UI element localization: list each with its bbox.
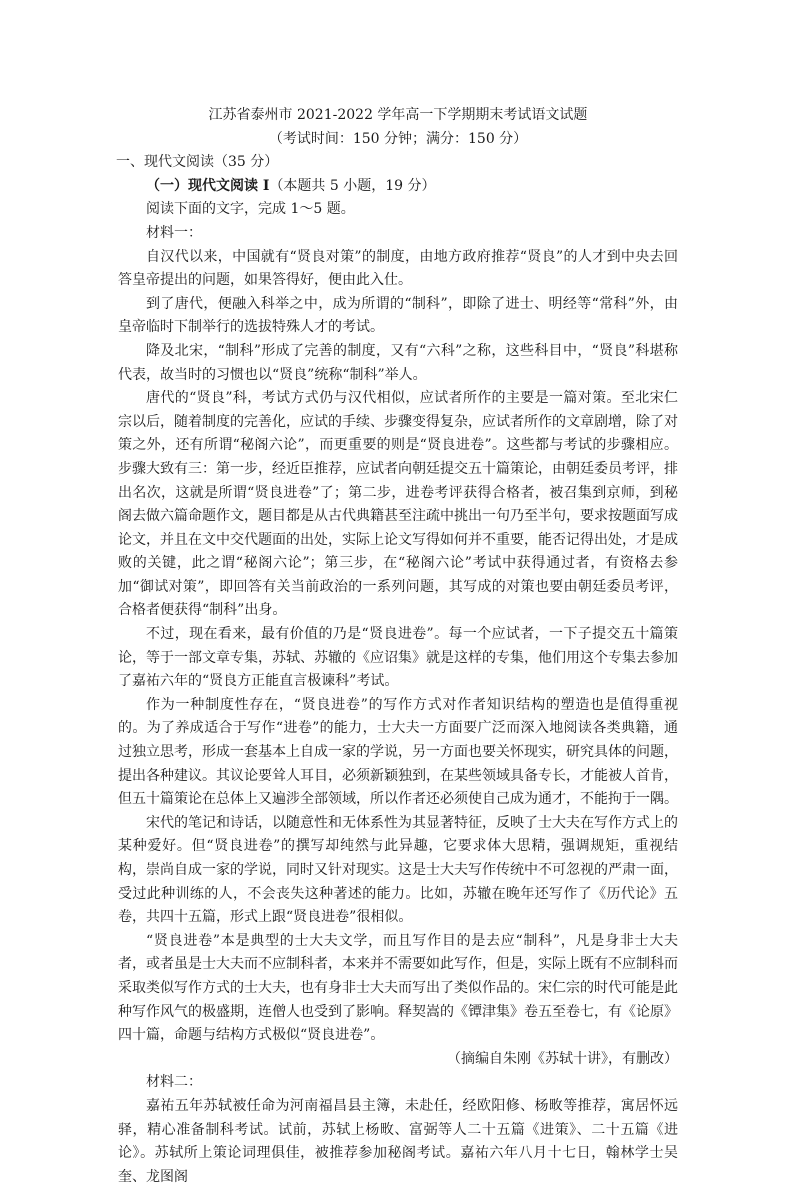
section-heading: 一、现代文阅读（35 分） (116, 154, 279, 171)
material-1-body (118, 246, 678, 1048)
material-2-body (118, 1095, 678, 1189)
subsection-note: （本题共 5 小题，19 分） (269, 177, 436, 194)
material-1-label: 材料一： (146, 224, 202, 241)
exam-info: （考试时间：150 分钟；满分：150 分） (268, 130, 528, 147)
material-2-label: 材料二： (146, 1074, 202, 1091)
subsection-heading (118, 175, 678, 199)
document-title: 江苏省泰州市 2021-2022 学年高一下学期期末考试语文试题 (208, 107, 588, 123)
paragraph: 不过，现在看来，最有价值的乃是“贤良进卷”。每一个应试者，一下子提交五十篇策论，等于一部文章专集，苏轼、苏辙的《应诏集》就是这样的专集，他们用这个专集去参加了嘉祐六年的“贤良方正能直言极谏科”考试。 (118, 626, 678, 690)
paragraph: 降及北宋，“制科”形成了完善的制度，又有“六科”之称，这些科目中，“贤良”科堪称代表，故当时的习惯也以“贤良”统称“制科”举人。 (118, 342, 678, 383)
paragraph: 宋代的笔记和诗话，以随意性和无体系性为其显著特征，反映了士大夫在写作方式上的某种爱好。但“贤良进卷”的撰写却纯然与此异趣，它要求体大思精，强调规矩，重视结构，崇尚自成一家的学说，同时又针对现实。这是士大夫写作传统中不可忽视的严肃一面，受过此种训练的人，不会丧失这种著述的能力。比如，苏辙在晚年还写作了《历代论》五卷，共四十五篇，形式上跟“贤良进卷”很相似。 (118, 814, 678, 926)
paragraph: 到了唐代，便融入科举之中，成为所谓的“制科”，即除了进士、明经等“常科”外，由皇帝临时下制举行的选拔特殊人才的考试。 (118, 295, 678, 336)
paragraph: 唐代的“贤良”科，考试方式仍与汉代相似，应试者所作的主要是一篇对策。至北宋仁宗以后，随着制度的完善化，应试的手续、步骤变得复杂，应试者所作的文章剧增，除了对策之外，还有所谓“秘阁六论”，而更重要的则是“贤良进卷”。这些都与考试的步骤相应。步骤大致有三：第一步，经近臣推荐，应试者向朝廷提交五十篇策论，由朝廷委员考评，排出名次，这就是所谓“贤良进卷”了；第二步，进卷考评获得合格者，被召集到京师，到秘阁去做六篇命题作文，题目都是从古代典籍甚至注疏中挑出一句乃至半句，要求按题面写成论文，并且在文中交代题面的出处，实际上论文写得如何并不重要，能否记得出处，才是成败的关键，此之谓“秘阁六论”；第三步，在“秘阁六论”考试中获得通过者，有资格去参加“御试对策”，即回答有关当前政治的一系列问题，其写成的对策也要由朝廷委员考评，合格者便获得“制科”出身。 (118, 390, 678, 619)
document-body (118, 104, 678, 1189)
subsection-title: （一）现代文阅读 I (146, 177, 270, 194)
paragraph: “贤良进卷”本是典型的士大夫文学，而且写作目的是去应“制科”，凡是身非士大夫者，或者虽是士大夫而不应制科者，本来并不需要如此写作，但是，实际上既有不应制科而采取类似写作方式的士大夫，也有身非士大夫而写出了类似作品的。宋仁宗的时代可能是此种写作风气的极盛期，连僧人也受到了影响。释契嵩的《镡津集》卷五至卷七，有《论原》四十篇，命题与结构方式极似“贤良进卷”。 (118, 932, 678, 1044)
instruction-text: 阅读下面的文字，完成 1～5 题。 (146, 201, 355, 218)
paragraph: 自汉代以来，中国就有“贤良对策”的制度，由地方政府推荐“贤良”的人才到中央去回答皇帝提出的问题，如果答得好，便由此入仕。 (118, 248, 678, 289)
material-1-source: （摘编自朱刚《苏轼十讲》，有删改） (447, 1050, 678, 1067)
paragraph: 嘉祐五年苏轼被任命为河南福昌县主簿，未赴任，经欧阳修、杨畋等推荐，寓居怀远驿，精心准备制科考试。试前，苏轼上杨畋、富弼等人二十五篇《进策》、二十五篇《进论》。苏轼所上策论词理俱佳，被推荐参加秘阁考试。嘉祐六年八月十七日，翰林学士吴奎、龙图阁 (118, 1097, 678, 1185)
paragraph: 作为一种制度性存在，“贤良进卷”的写作方式对作者知识结构的塑造也是值得重视的。为了养成适合于写作“进卷”的能力，士大夫一方面要广泛而深入地阅读各类典籍，通过独立思考，形成一套基本上自成一家的学说，另一方面也要关怀现实，研究具体的问题，提出各种建议。其议论要耸人耳目，必须新颖独到，在某些领域具备专长，才能被人首肯，但五十篇策论在总体上又遍涉全部领域，所以作者还必须使自己成为通才，不能拘于一隅。 (118, 696, 678, 808)
